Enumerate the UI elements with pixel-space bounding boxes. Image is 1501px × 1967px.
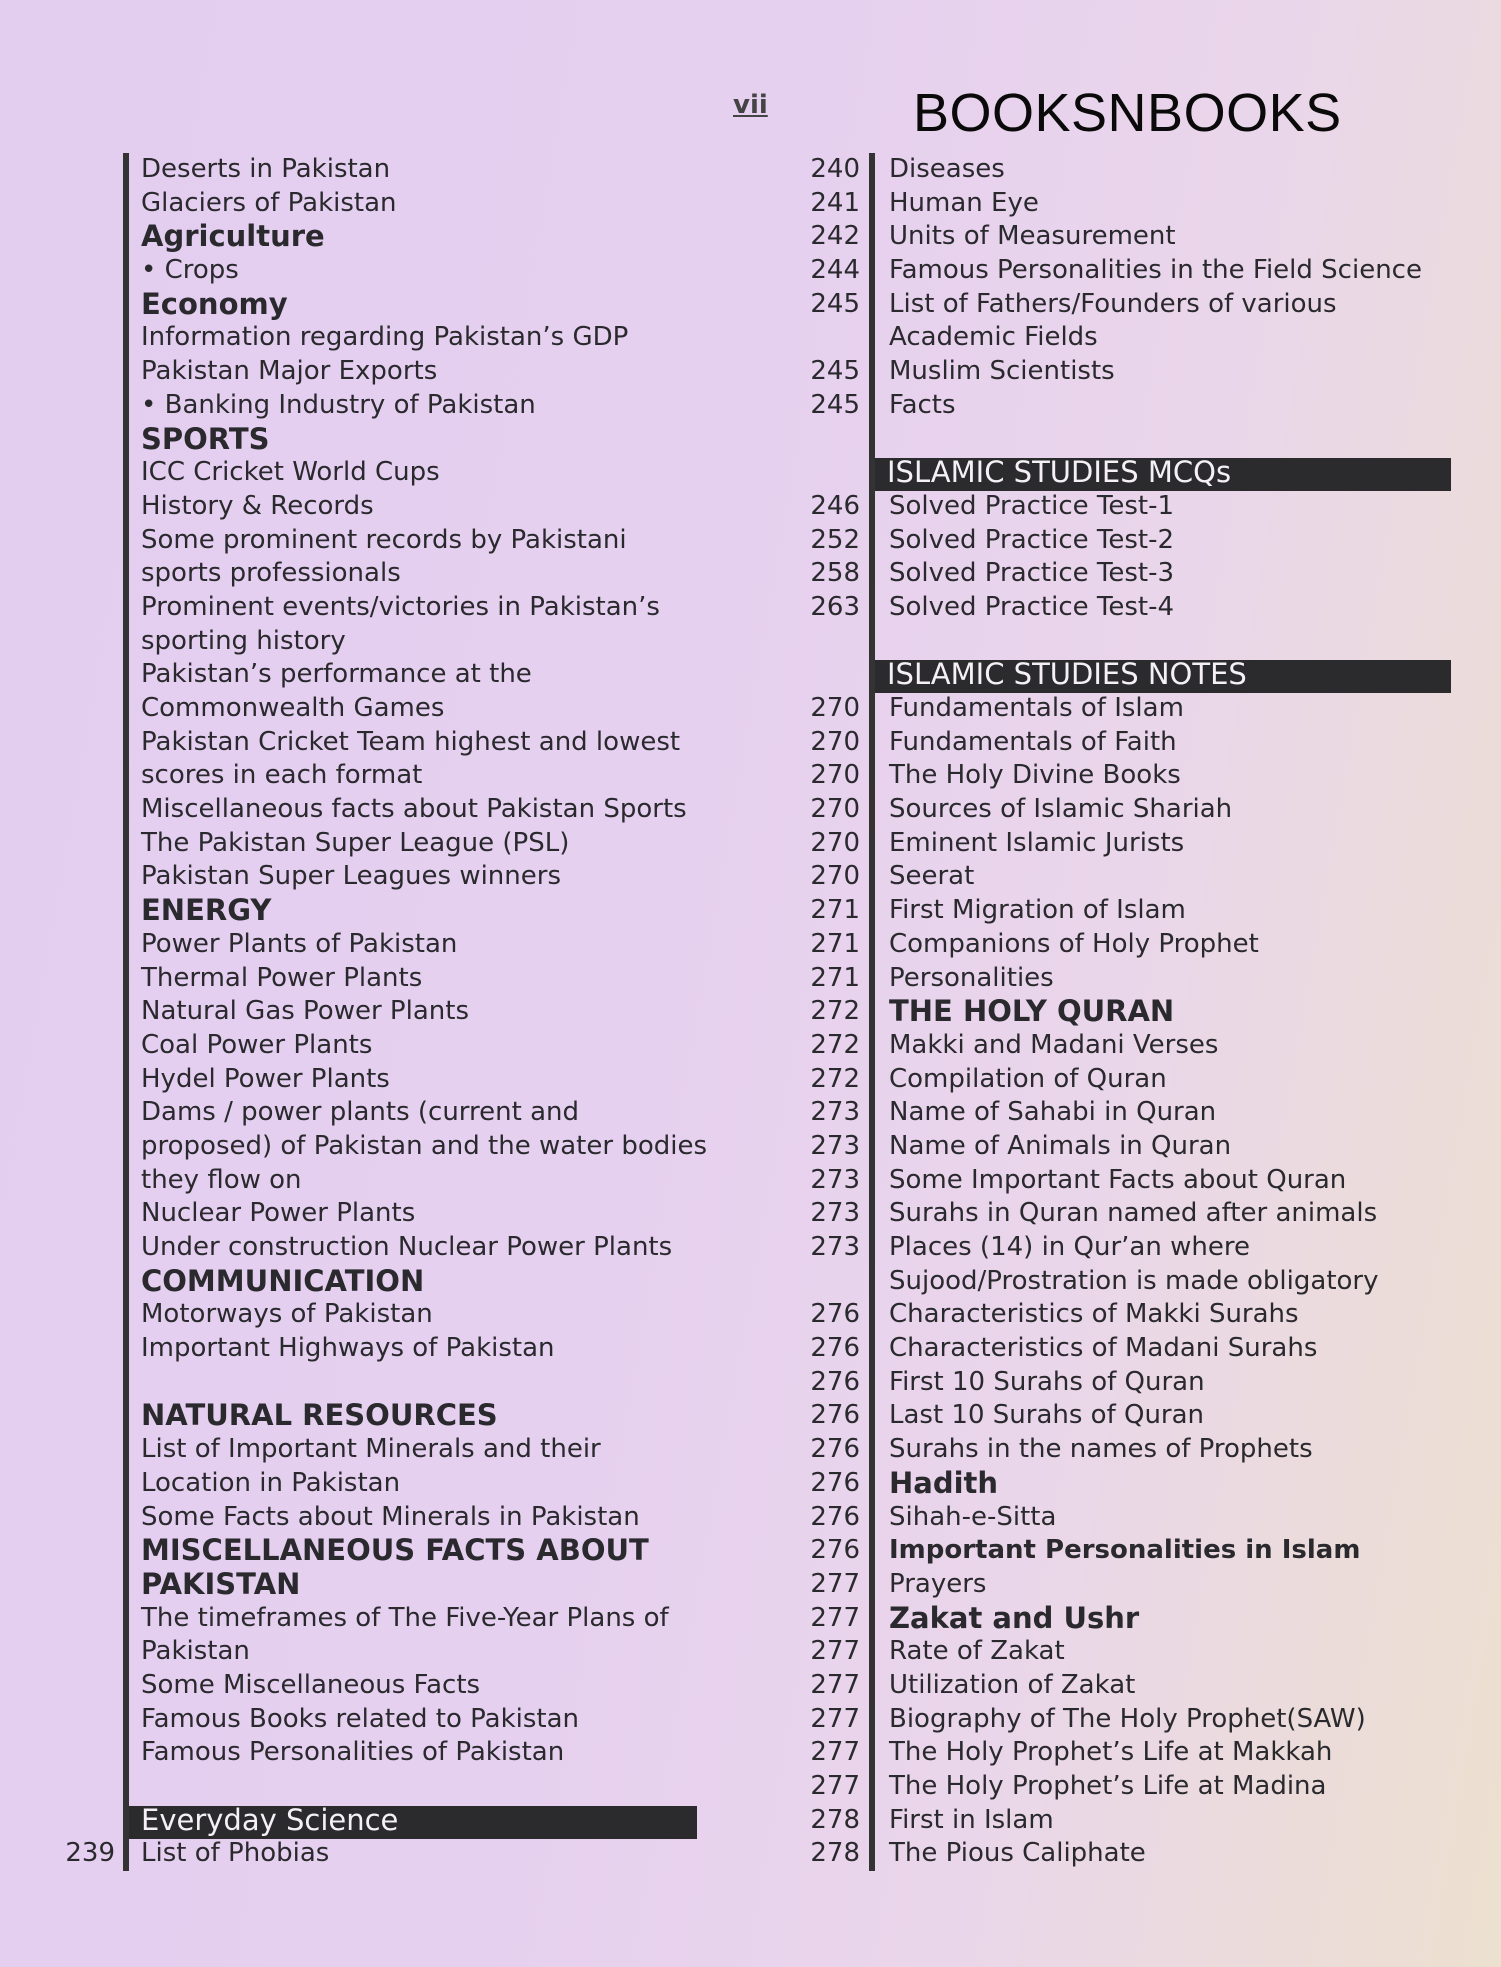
- watermark-text: BOOKSNBOOKS: [913, 83, 1342, 143]
- toc-entry: [0, 557, 700, 591]
- entry-title: ICC Cricket World Cups: [141, 457, 440, 488]
- toc-entry: [0, 1197, 700, 1231]
- section-heading: [0, 288, 700, 322]
- entry-title: Solved Practice Test-1: [889, 490, 1175, 521]
- entry-title: Last 10 Surahs of Quran: [889, 1400, 1205, 1431]
- toc-entry: [790, 1096, 1470, 1130]
- toc-entry: [0, 962, 700, 996]
- toc-entry: [790, 1534, 1470, 1568]
- entry-title: Pakistan Cricket Team highest and lowest: [141, 726, 681, 757]
- page-ref: 270: [810, 861, 860, 892]
- page-ref: 277: [810, 1771, 860, 1801]
- page-ref: 270: [810, 827, 860, 858]
- entry-title: Natural Gas Power Plants: [141, 996, 469, 1027]
- entry-title: COMMUNICATION: [141, 1263, 425, 1298]
- entry-title: Rate of Zakat: [889, 1636, 1065, 1667]
- page-ref: 270: [810, 794, 860, 825]
- entry-title: SPORTS: [141, 421, 270, 456]
- page-ref: 241: [810, 187, 860, 218]
- toc-entry: [0, 759, 700, 793]
- toc-entry: [0, 456, 700, 490]
- entry-title: Makki and Madani Verses: [889, 1029, 1219, 1060]
- entry-title: Fundamentals of Faith: [889, 726, 1177, 757]
- section-heading: [790, 995, 1470, 1029]
- toc-entry: [0, 1433, 700, 1467]
- section-heading: [0, 1399, 700, 1433]
- entry-title: • Banking Industry of Pakistan: [141, 389, 536, 420]
- page-ref: 276: [810, 1333, 860, 1364]
- entry-title: ISLAMIC STUDIES MCQs: [887, 455, 1232, 490]
- entry-title: Important Highways of Pakistan: [141, 1333, 555, 1364]
- entry-title: The Holy Divine Books: [889, 760, 1181, 791]
- toc-entry: [790, 1265, 1470, 1299]
- entry-title: Name of Sahabi in Quran: [889, 1097, 1217, 1128]
- entry-title: The Pakistan Super League (PSL): [141, 827, 570, 858]
- page-ref: 273: [810, 1232, 860, 1262]
- toc-entry: [0, 995, 700, 1029]
- entry-title: Personalities: [889, 962, 1054, 993]
- entry-title: Eminent Islamic Jurists: [889, 827, 1185, 858]
- toc-entry: [790, 1635, 1470, 1669]
- entry-title: Some Facts about Minerals in Pakistan: [141, 1501, 640, 1532]
- section-banner: [0, 1804, 700, 1838]
- toc-entry: [790, 557, 1470, 591]
- toc-entry: [0, 726, 700, 760]
- page-ref: 271: [810, 928, 860, 959]
- entry-title: Dams / power plants (current and: [141, 1097, 580, 1128]
- page-ref: 276: [810, 1366, 860, 1397]
- toc-entry: [790, 1837, 1470, 1871]
- toc-entry: [790, 1433, 1470, 1467]
- toc-entry: [0, 692, 700, 726]
- section-heading: [0, 1568, 700, 1602]
- entry-title: Facts: [889, 389, 956, 420]
- spacer: [0, 1770, 700, 1804]
- toc-entry: [790, 962, 1470, 996]
- page-ref: 246: [810, 490, 860, 521]
- page-ref: 276: [810, 1400, 860, 1431]
- entry-title: Commonwealth Games: [141, 693, 445, 723]
- page-ref: 276: [810, 1434, 860, 1465]
- toc-entry: [0, 321, 700, 355]
- page-ref: 270: [810, 693, 860, 723]
- entry-title: Under construction Nuclear Power Plants: [141, 1232, 673, 1262]
- page-ref: 271: [810, 962, 860, 993]
- toc-entry: [790, 793, 1470, 827]
- toc-entry: [790, 153, 1470, 187]
- page-ref: 245: [810, 389, 860, 420]
- entry-title: Thermal Power Plants: [141, 962, 423, 993]
- entry-title: Utilization of Zakat: [889, 1669, 1136, 1700]
- toc-entry: [0, 1063, 700, 1097]
- toc-entry: [0, 1501, 700, 1535]
- toc-entry: [0, 1029, 700, 1063]
- toc-entry: [0, 254, 700, 288]
- page-ref: 277: [810, 1703, 860, 1734]
- page-ref: 273: [810, 1164, 860, 1195]
- page-ref: 278: [810, 1838, 860, 1869]
- entry-title: PAKISTAN: [141, 1566, 301, 1601]
- section-banner: [790, 658, 1470, 692]
- toc-entry: [0, 1635, 700, 1669]
- toc-entry: [790, 1770, 1470, 1804]
- toc-entry: [0, 1736, 700, 1770]
- entry-title: Characteristics of Makki Surahs: [889, 1299, 1299, 1330]
- page-ref: 277: [810, 1636, 860, 1667]
- toc-entry: [0, 1467, 700, 1501]
- page-ref: 276: [810, 1535, 860, 1566]
- entry-title: Pakistan Major Exports: [141, 356, 438, 387]
- toc-entry: [790, 1063, 1470, 1097]
- entry-title: Solved Practice Test-4: [889, 591, 1175, 622]
- toc-entry: [790, 524, 1470, 558]
- toc-entry: [0, 625, 700, 659]
- entry-title: ISLAMIC STUDIES NOTES: [887, 657, 1247, 692]
- entry-title: Nuclear Power Plants: [141, 1198, 416, 1229]
- entry-title: Zakat and Ushr: [889, 1600, 1140, 1635]
- entry-title: Human Eye: [889, 187, 1039, 218]
- toc-entry: [0, 827, 700, 861]
- toc-entry: [790, 220, 1470, 254]
- entry-title: Diseases: [889, 154, 1005, 184]
- spacer: [0, 1366, 700, 1400]
- page-ref: 252: [810, 524, 860, 555]
- page-ref: 273: [810, 1198, 860, 1229]
- entry-title: proposed) of Pakistan and the water bodies: [141, 1130, 707, 1161]
- entry-title: Miscellaneous facts about Pakistan Sports: [141, 794, 687, 825]
- toc-entry: [0, 389, 700, 423]
- toc-left-column: [0, 153, 707, 1871]
- page-ref: 272: [810, 1063, 860, 1094]
- spacer: [790, 625, 1470, 659]
- section-heading: [0, 894, 700, 928]
- page-ref: 270: [810, 726, 860, 757]
- page-ref: 276: [810, 1467, 860, 1498]
- page-ref: 244: [810, 255, 860, 286]
- section-heading: [790, 1602, 1470, 1636]
- page-ref: 277: [810, 1737, 860, 1768]
- page-ref: 272: [810, 996, 860, 1027]
- entry-title: Prayers: [889, 1568, 987, 1599]
- entry-title: Sujood/Prostration is made obligatory: [889, 1265, 1379, 1296]
- toc-entry: [790, 692, 1470, 726]
- entry-title: Fundamentals of Islam: [889, 693, 1184, 723]
- page-ref: 240: [810, 154, 860, 184]
- toc-entry: [790, 1703, 1470, 1737]
- entry-title: Coal Power Plants: [141, 1029, 373, 1060]
- toc-entry: [790, 355, 1470, 389]
- toc-entry: [790, 288, 1470, 322]
- entry-title: THE HOLY QURAN: [889, 994, 1175, 1029]
- toc-entry: [790, 1568, 1470, 1602]
- toc-entry: [0, 860, 700, 894]
- toc-entry: [790, 254, 1470, 288]
- toc-entry: [0, 591, 700, 625]
- toc-entry: [790, 1130, 1470, 1164]
- entry-title: Deserts in Pakistan: [141, 154, 391, 184]
- entry-title: Famous Personalities of Pakistan: [141, 1737, 565, 1768]
- entry-title: History & Records: [141, 490, 374, 521]
- toc-entry: [0, 1837, 700, 1871]
- toc-entry: [790, 726, 1470, 760]
- entry-title: Name of Animals in Quran: [889, 1130, 1232, 1161]
- entry-title: Motorways of Pakistan: [141, 1299, 433, 1330]
- entry-title: Glaciers of Pakistan: [141, 187, 397, 218]
- entry-title: • Crops: [141, 255, 239, 286]
- section-heading: [0, 1534, 700, 1568]
- entry-title: Some Miscellaneous Facts: [141, 1669, 481, 1700]
- toc-entry: [0, 1332, 700, 1366]
- page-ref: 242: [810, 221, 860, 252]
- toc-entry: [0, 658, 700, 692]
- section-heading: [0, 1265, 700, 1299]
- spacer: [790, 423, 1470, 457]
- entry-title: Power Plants of Pakistan: [141, 928, 458, 959]
- entry-title: Pakistan: [141, 1636, 250, 1667]
- entry-title: List of Important Minerals and their: [141, 1434, 601, 1465]
- section-heading: [0, 423, 700, 457]
- entry-title: ENERGY: [141, 893, 272, 928]
- toc-entry: [0, 524, 700, 558]
- toc-entry: [790, 1029, 1470, 1063]
- page-ref: 270: [810, 760, 860, 791]
- entry-title: Some Important Facts about Quran: [889, 1164, 1347, 1195]
- entry-title: Pakistan’s performance at the: [141, 659, 532, 690]
- entry-title: scores in each format: [141, 760, 423, 791]
- toc-entry: [790, 187, 1470, 221]
- entry-title: The Holy Prophet’s Life at Madina: [889, 1771, 1327, 1801]
- entry-title: Academic Fields: [889, 322, 1098, 353]
- entry-title: First 10 Surahs of Quran: [889, 1366, 1205, 1397]
- entry-title: Information regarding Pakistan’s GDP: [141, 322, 629, 353]
- section-banner: [790, 456, 1470, 490]
- section-heading: [0, 220, 700, 254]
- entry-title: The Pious Caliphate: [889, 1838, 1146, 1869]
- entry-title: Everyday Science: [141, 1802, 399, 1837]
- toc-entry: [0, 1669, 700, 1703]
- page-ref: 278: [810, 1804, 860, 1835]
- toc-entry: [790, 1366, 1470, 1400]
- entry-title: Sihah-e-Sitta: [889, 1501, 1057, 1532]
- toc-entry: [0, 1096, 700, 1130]
- toc-entry: [0, 1298, 700, 1332]
- entry-title: Seerat: [889, 861, 975, 892]
- toc-right-column: [790, 153, 1470, 1871]
- entry-title: they flow on: [141, 1164, 302, 1195]
- page-ref: 277: [810, 1568, 860, 1599]
- entry-title: Hadith: [889, 1465, 999, 1500]
- entry-title: Prominent events/victories in Pakistan’s: [141, 591, 660, 622]
- toc-entry: [0, 490, 700, 524]
- entry-title: Agriculture: [141, 219, 325, 254]
- toc-entry: [790, 1164, 1470, 1198]
- page-ref: 273: [810, 1130, 860, 1161]
- toc-entry: [790, 894, 1470, 928]
- page-ref: 245: [810, 356, 860, 387]
- page-ref: 277: [810, 1602, 860, 1633]
- toc-entry: [790, 321, 1470, 355]
- entry-title: Hydel Power Plants: [141, 1063, 390, 1094]
- toc-entry: [790, 1332, 1470, 1366]
- entry-title: Famous Books related to Pakistan: [141, 1703, 580, 1734]
- page-number: vii: [733, 90, 768, 120]
- toc-entry: [0, 187, 700, 221]
- entry-title: Important Personalities in Islam: [889, 1535, 1361, 1566]
- toc-entry: [790, 827, 1470, 861]
- page-ref: 276: [810, 1299, 860, 1330]
- toc-entry: [0, 793, 700, 827]
- page-ref: 263: [810, 591, 860, 622]
- toc-entry: [790, 1501, 1470, 1535]
- toc-entry: [0, 928, 700, 962]
- entry-title: The Holy Prophet’s Life at Makkah: [889, 1737, 1333, 1768]
- entry-title: NATURAL RESOURCES: [141, 1398, 498, 1433]
- entry-title: Characteristics of Madani Surahs: [889, 1333, 1318, 1364]
- entry-title: Location in Pakistan: [141, 1467, 401, 1498]
- entry-title: Some prominent records by Pakistani: [141, 524, 627, 555]
- toc-entry: [0, 1164, 700, 1198]
- entry-title: Surahs in Quran named after animals: [889, 1198, 1378, 1229]
- toc-entry: [790, 1399, 1470, 1433]
- toc-entry: [790, 928, 1470, 962]
- page-ref: 258: [810, 558, 860, 589]
- entry-title: Muslim Scientists: [889, 356, 1115, 387]
- toc-entry: [790, 1804, 1470, 1838]
- entry-title: List of Phobias: [141, 1838, 330, 1869]
- toc-entry: [790, 389, 1470, 423]
- entry-title: Units of Measurement: [889, 221, 1176, 252]
- entry-title: Famous Personalities in the Field Science: [889, 255, 1422, 286]
- entry-title: Sources of Islamic Shariah: [889, 794, 1233, 825]
- entry-title: MISCELLANEOUS FACTS ABOUT: [141, 1533, 649, 1568]
- toc-entry: [790, 1298, 1470, 1332]
- entry-title: First in Islam: [889, 1804, 1054, 1835]
- entry-title: List of Fathers/Founders of various: [889, 288, 1337, 319]
- entry-title: Solved Practice Test-3: [889, 558, 1175, 589]
- entry-title: sports professionals: [141, 558, 401, 589]
- page-ref: 273: [810, 1097, 860, 1128]
- toc-entry: [0, 153, 700, 187]
- page-ref: 271: [810, 895, 860, 926]
- toc-entry: [790, 1669, 1470, 1703]
- entry-title: Biography of The Holy Prophet(SAW): [889, 1703, 1366, 1734]
- toc-entry: [790, 490, 1470, 524]
- entry-title: First Migration of Islam: [889, 895, 1186, 926]
- toc-entry: [0, 1602, 700, 1636]
- entry-title: Pakistan Super Leagues winners: [141, 861, 561, 892]
- toc-entry: [790, 1197, 1470, 1231]
- toc-entry: [790, 1231, 1470, 1265]
- toc-entry: [0, 355, 700, 389]
- section-heading: [790, 1467, 1470, 1501]
- toc-entry: [0, 1130, 707, 1164]
- entry-title: The timeframes of The Five-Year Plans of: [141, 1602, 669, 1633]
- toc-entry: [790, 591, 1470, 625]
- entry-title: Places (14) in Qur’an where: [889, 1232, 1250, 1262]
- page-ref: 272: [810, 1029, 860, 1060]
- page-ref: 276: [810, 1501, 860, 1532]
- entry-title: Solved Practice Test-2: [889, 524, 1175, 555]
- page-ref: 277: [810, 1669, 860, 1700]
- entry-title: Economy: [141, 286, 288, 321]
- entry-title: Companions of Holy Prophet: [889, 928, 1259, 959]
- entry-title: Compilation of Quran: [889, 1063, 1167, 1094]
- page-ref: 239: [65, 1838, 115, 1869]
- page-ref: 245: [810, 288, 860, 319]
- entry-title: Surahs in the names of Prophets: [889, 1434, 1313, 1465]
- toc-entry: [790, 860, 1470, 894]
- toc-entry: [0, 1231, 700, 1265]
- toc-entry: [790, 1736, 1470, 1770]
- entry-title: sporting history: [141, 625, 346, 656]
- toc-entry: [790, 759, 1470, 793]
- toc-entry: [0, 1703, 700, 1737]
